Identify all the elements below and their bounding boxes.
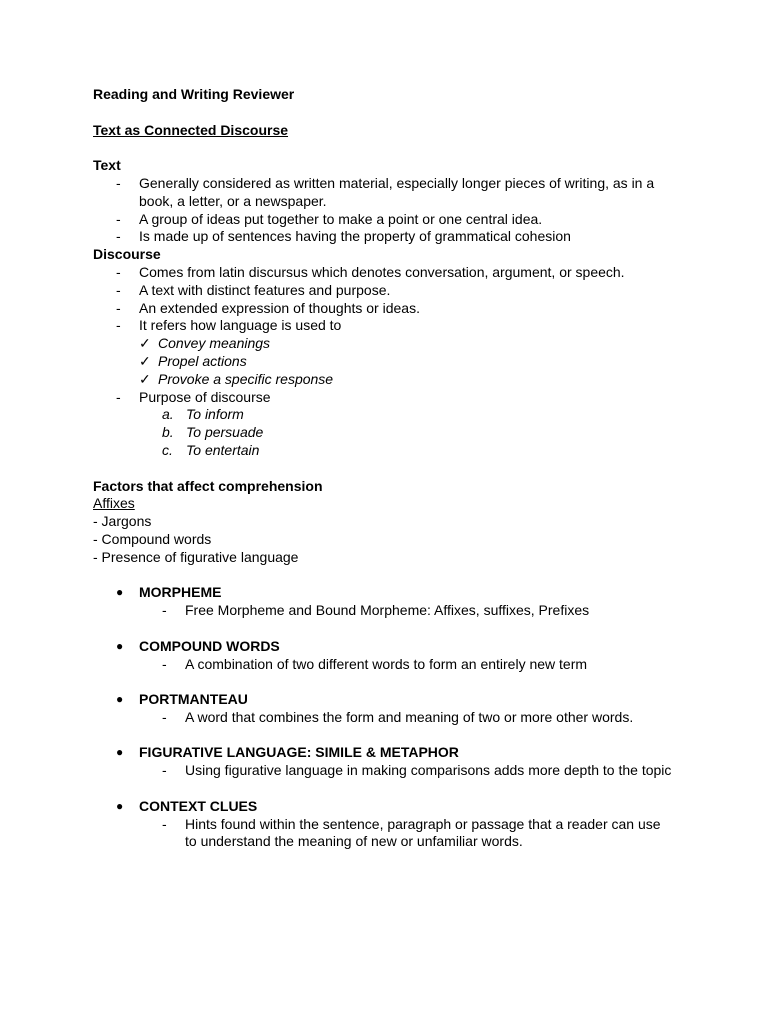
bullet-item [93,691,693,709]
alpha-marker: a. [162,406,174,423]
list-item-text: Generally considered as written material, especially longer pieces of writing, as in a book, a letter, or a newspaper. [139,174,655,209]
dash-marker: - [162,602,167,619]
bullet-desc: Hints found within the sentence, paragraph or passage that a reader can use to understand the meaning of new or unfamiliar words. [185,815,661,850]
bullet-item [93,584,693,602]
bullet-icon: ● [116,638,124,653]
dash-marker: - [116,263,121,280]
list-item [93,228,693,246]
dash-marker: - [162,708,167,725]
check-item-text: Convey meanings [158,335,271,352]
list-item-text: Is made up of sentences having the property of grammatical cohesion [139,228,571,245]
list-item [93,264,693,282]
list-item-text: A group of ideas put together to make a point or one central idea. [139,210,543,227]
check-icon: ✓ [139,352,151,369]
list-item-text: It refers how language is used to [139,317,342,334]
factor-item: - Jargons [93,513,152,530]
dash-marker: - [116,210,121,227]
document-page [93,86,693,851]
bullet-icon: ● [116,585,124,600]
purpose-label: Purpose of discourse [139,388,271,405]
factor-item: - Compound words [93,530,212,547]
factors-heading: Factors that affect comprehension [93,477,323,494]
bullet-title: PORTMANTEAU [139,691,248,708]
dash-marker: - [116,228,121,245]
sub-list-item [93,709,693,727]
check-item [93,353,693,371]
check-icon: ✓ [139,370,151,387]
bullet-item [93,638,693,656]
dash-marker: - [116,317,121,334]
check-item [93,335,693,353]
check-item-text: Propel actions [158,352,247,369]
bullet-item [93,798,693,816]
purpose-item [93,442,693,460]
dash-marker: - [116,299,121,316]
text-heading: Text [93,157,121,174]
alpha-marker: c. [162,441,173,458]
dash-marker: - [116,174,121,191]
section-heading: Text as Connected Discourse [93,121,289,138]
dash-marker: - [116,388,121,405]
purpose-item [93,424,693,442]
sub-list-item [93,816,693,852]
list-item-text: An extended expression of thoughts or ideas. [139,299,420,316]
list-item [93,211,693,229]
bullet-desc: A combination of two different words to form an entirely new term [185,655,588,672]
list-item [93,300,693,318]
purpose-text: To entertain [186,441,260,458]
list-item [93,317,693,335]
purpose-text: To persuade [186,424,264,441]
document-title: Reading and Writing Reviewer [93,86,295,102]
bullet-title: CONTEXT CLUES [139,797,258,814]
list-item [93,282,693,300]
sub-list-item [93,656,693,674]
dash-marker: - [116,281,121,298]
check-icon: ✓ [139,335,151,352]
bullet-title: MORPHEME [139,584,222,601]
factor-item: - Presence of figurative language [93,548,299,565]
dash-marker: - [162,655,167,672]
bullet-desc: Free Morpheme and Bound Morpheme: Affixes, suffixes, Prefixes [185,602,590,619]
bullet-item [93,744,693,762]
dash-marker: - [162,762,167,779]
list-item [93,389,693,407]
list-item-text: Comes from latin discursus which denotes conversation, argument, or speech. [139,263,625,280]
purpose-text: To inform [186,406,244,423]
list-item [93,175,693,211]
bullet-icon: ● [116,692,124,707]
sub-list-item [93,762,693,780]
bullet-desc: Using figurative language in making comparisons adds more depth to the topic [185,762,672,779]
factors-subheading: Affixes [93,495,135,512]
dash-marker: - [162,815,167,832]
alpha-marker: b. [162,424,174,441]
check-item [93,371,693,389]
list-item-text: A text with distinct features and purpose. [139,281,391,298]
sub-list-item [93,602,693,620]
bullet-title: COMPOUND WORDS [139,637,280,654]
purpose-item [93,406,693,424]
bullet-icon: ● [116,745,124,760]
bullet-icon: ● [116,798,124,813]
bullet-desc: A word that combines the form and meaning of two or more other words. [185,708,634,725]
bullet-title: FIGURATIVE LANGUAGE: SIMILE & METAPHOR [139,744,459,761]
check-item-text: Provoke a specific response [158,370,334,387]
discourse-heading: Discourse [93,246,161,263]
